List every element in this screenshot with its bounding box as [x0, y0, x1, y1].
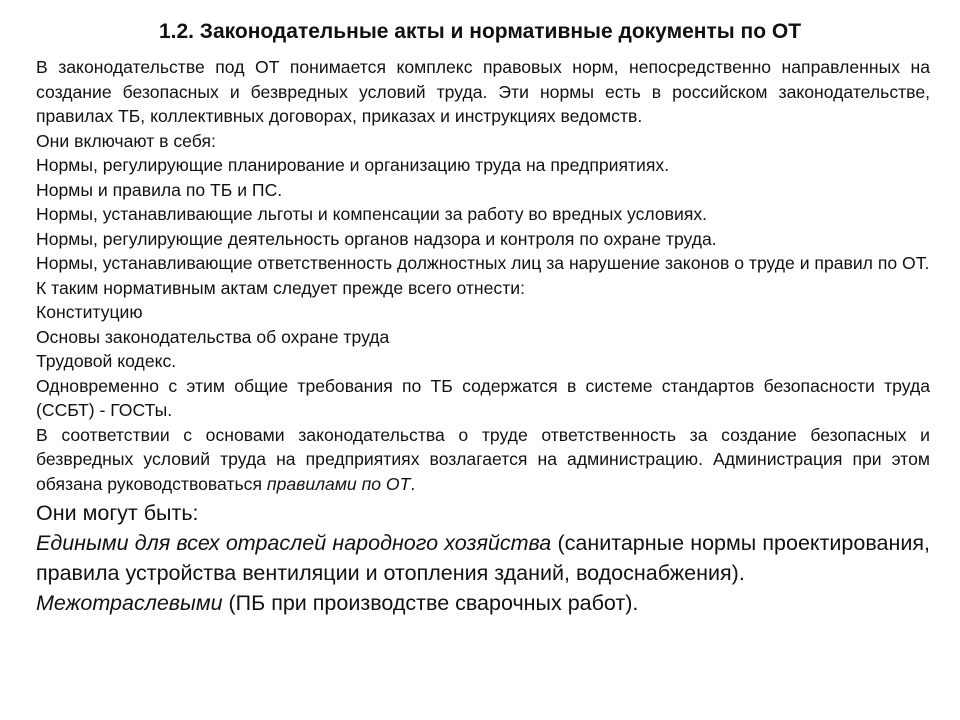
slide-body	[36, 55, 930, 618]
universal-paragraph	[36, 528, 930, 588]
includes-lead: Они включают в себя:	[36, 130, 216, 151]
admin-text: В соответствии с основами законодательства о труде ответственность за создание безопасных и безвредных условий труда на предприятиях возлагается на администрацию. Администрация при этом обязана руководствоваться	[36, 424, 930, 494]
act-item: Основы законодательства об охране труда	[36, 326, 390, 347]
norm-item: Нормы, регулирующие деятельность органов надзора и контроля по охране труда.	[36, 228, 717, 249]
intro-paragraph: В законодательстве под ОТ понимается комплекс правовых норм, непосредственно направленных на создание безопасных и безвредных условий труда. Эти нормы есть в российском законодательстве, правилах ТБ, коллективных договорах, приказах и инструкциях ведомств.	[36, 57, 930, 126]
norm-item: Нормы, устанавливающие ответственность должностных лиц за нарушение законов о труде и правил по ОТ.	[36, 253, 930, 273]
can-be-heading: Они могут быть:	[36, 501, 199, 525]
admin-paragraph	[36, 423, 930, 497]
admin-end: .	[410, 473, 416, 494]
ssbt-paragraph: Одновременно с этим общие требования по ТБ содержатся в системе стандартов безопасности труда (ССБТ) - ГОСТы.	[36, 375, 930, 420]
universal-text: (санитарные нормы проектирования, правила устройства вентиляции и отопления зданий, водоснабжения).	[36, 531, 930, 585]
acts-lead: К таким нормативным актам следует прежде всего отнести:	[36, 277, 525, 298]
act-item: Конституцию	[36, 302, 143, 322]
page-title: 1.2. Законодательные акты и нормативные документы по ОТ	[158, 20, 802, 43]
norm-item: Нормы и правила по ТБ и ПС.	[36, 179, 283, 200]
act-item: Трудовой кодекс.	[36, 351, 177, 371]
inter-em: Межотраслевыми	[36, 591, 223, 615]
norm-item: Нормы, регулирующие планирование и организацию труда на предприятиях.	[36, 155, 670, 175]
admin-rules: правилами по ОТ	[266, 473, 411, 494]
norm-item: Нормы, устанавливающие льготы и компенсации за работу во вредных условиях.	[36, 204, 708, 224]
inter-paragraph	[36, 588, 930, 618]
universal-em: Едиными для всех отраслей народного хозяйства	[36, 531, 552, 555]
inter-text: (ПБ при производстве сварочных работ).	[222, 591, 639, 615]
